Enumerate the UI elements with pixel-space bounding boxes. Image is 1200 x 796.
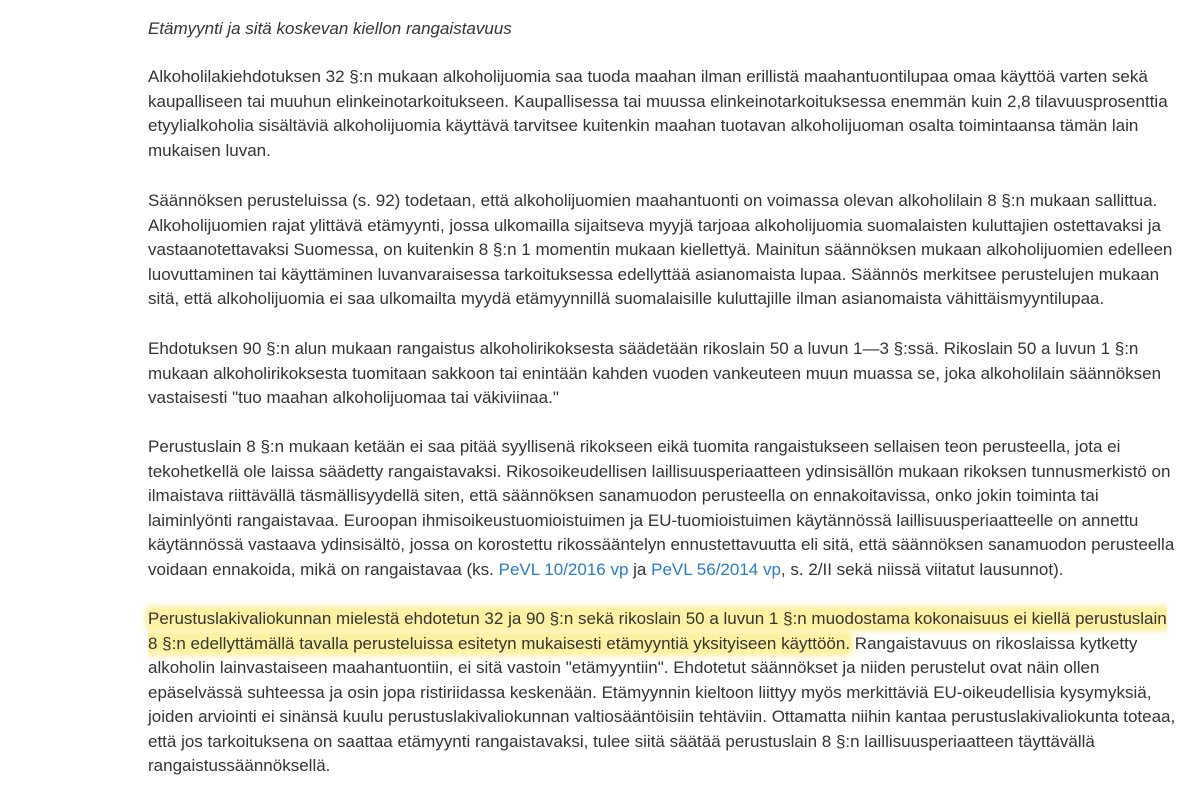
paragraph-1: Alkoholilakiehdotuksen 32 §:n mukaan alkoholijuomia saa tuoda maahan ilman erillistä maahantuontilupaa omaa käyttöä varten sekä kaupalliseen tai muuhun elinkeinotarkoitukseen. Kaupallisessa tai muussa elinkeinotarkoituksessa enemmän kuin 2,8 tilavuusprosenttia etyylialkoholia sisältäviä alkoholijuomia käyttävä tarvitsee kuitenkin maahan tuotavan alkoholijuoman osalta toimintaansa tämän lain mukaisen luvan. xyxy=(148,67,1168,160)
paragraph-3: Ehdotuksen 90 §:n alun mukaan rangaistus alkoholirikoksesta säädetään rikoslain 50 a luvun 1—3 §:ssä. Rikoslain 50 a luvun 1 §:n mukaan alkoholirikoksesta tuomitaan sakkoon tai enintään kahden vuoden vankeuteen muun muassa se, joka alkoholilain säännöksen vastaisesti "tuo maahan alkoholijuomaa tai väkiviinaa." xyxy=(148,339,1162,407)
section-heading: Etämyynti ja sitä koskevan kiellon rangaistavuus xyxy=(148,19,512,38)
paragraph-4 xyxy=(148,435,1178,582)
paragraph-4-text-mid: ja xyxy=(628,559,652,579)
pevl-56-2014-link[interactable]: PeVL 56/2014 vp xyxy=(651,559,781,579)
paragraph-4-text-start: Perustuslain 8 §:n mukaan ketään ei saa pitää syyllisenä rikokseen eikä tuomita rangaistukseen sellaisen teon perusteella, jota ei tekohetkellä ole laissa säädetty rangaistavaksi. Rikosoikeudellisen laillisuusperiaatteen ydinsisällön mukaan rikoksen tunnusmerkistö on ilmaistava riittävällä täsmällisyydellä siten, että säännöksen sanamuodon perusteella on ennakoitavissa, onko jokin toiminta tai laiminlyönti rangaistavaa. Euroopan ihmisoikeustuomioistuimen ja EU-tuomioistuimen käytännössä laillisuusperiaatteelle on annettu käytännössä vastaava ydinsisältö, jossa on korostettu rikossääntelyn ennustettavuutta eli sitä, että säännöksen sanamuodon perusteella voidaan ennakoida, mikä on rangaistavaa (ks. xyxy=(148,437,1175,579)
paragraph-4-text-end: , s. 2/II sekä niissä viitatut lausunnot). xyxy=(780,559,1064,579)
highlighted-text: Perustuslakivaliokunnan mielestä ehdotetun 32 ja 90 §:n sekä rikoslain 50 a luvun 1 §:n muodostama kokonaisuus ei kiellä perustuslain 8 §:n edellyttämällä tavalla perusteluissa esitetyn mukaisesti etämyyntiä yksityiseen käyttöön. xyxy=(148,609,1167,653)
paragraph-2: Säännöksen perusteluissa (s. 92) todetaan, että alkoholijuomien maahantuonti on voimassa olevan alkoholilain 8 §:n mukaan sallittua. Alkoholijuomien rajat ylittävä etämyynti, jossa ulkomailla sijaitseva myyjä tarjoaa alkoholijuomia suomalaisten kuluttajien ostettavaksi ja vastaanotettavaksi Suomessa, on kuitenkin 8 §:n 1 momentin mukaan kiellettyä. Mainitun säännöksen mukaan alkoholijuomien edelleen luovuttaminen tai käyttäminen luvanvaraisessa tarkoituksessa edellyttää asianomaista lupaa. Säännös merkitsee perustelujen mukaan sitä, että alkoholijuomia ei saa ulkomailta myydä etämyynnillä suomalaisille kuluttajille ilman asianomaista vähittäismyyntilupaa. xyxy=(148,191,1173,308)
paragraph-5-text-rest: Rangaistavuus on rikoslaissa kytketty alkoholin lainvastaiseen maahantuontiin, ei sitä vastoin "etämyyntiin". Ehdotetut säännökset ja niiden perustelut ovat näin ollen epäselvässä suhteessa ja osin jopa ristiriidassa keskenään. Etämyynnin kieltoon liittyy myös merkittäviä EU-oikeudellisia kysymyksiä, joiden arviointi ei sinänsä kuulu perustuslakivaliokunnan valtiosääntöisiin tehtäviin. Ottamatta niihin kantaa perustuslakivaliokunta toteaa, että jos tarkoituksena on saattaa etämyynti rangaistavaksi, tulee siitä säätää perustuslain 8 §:n laillisuusperiaatteen täyttävällä rangaistussäännöksellä. xyxy=(148,633,1176,775)
paragraph-5 xyxy=(148,607,1178,779)
pevl-10-2016-link[interactable]: PeVL 10/2016 vp xyxy=(498,559,629,579)
